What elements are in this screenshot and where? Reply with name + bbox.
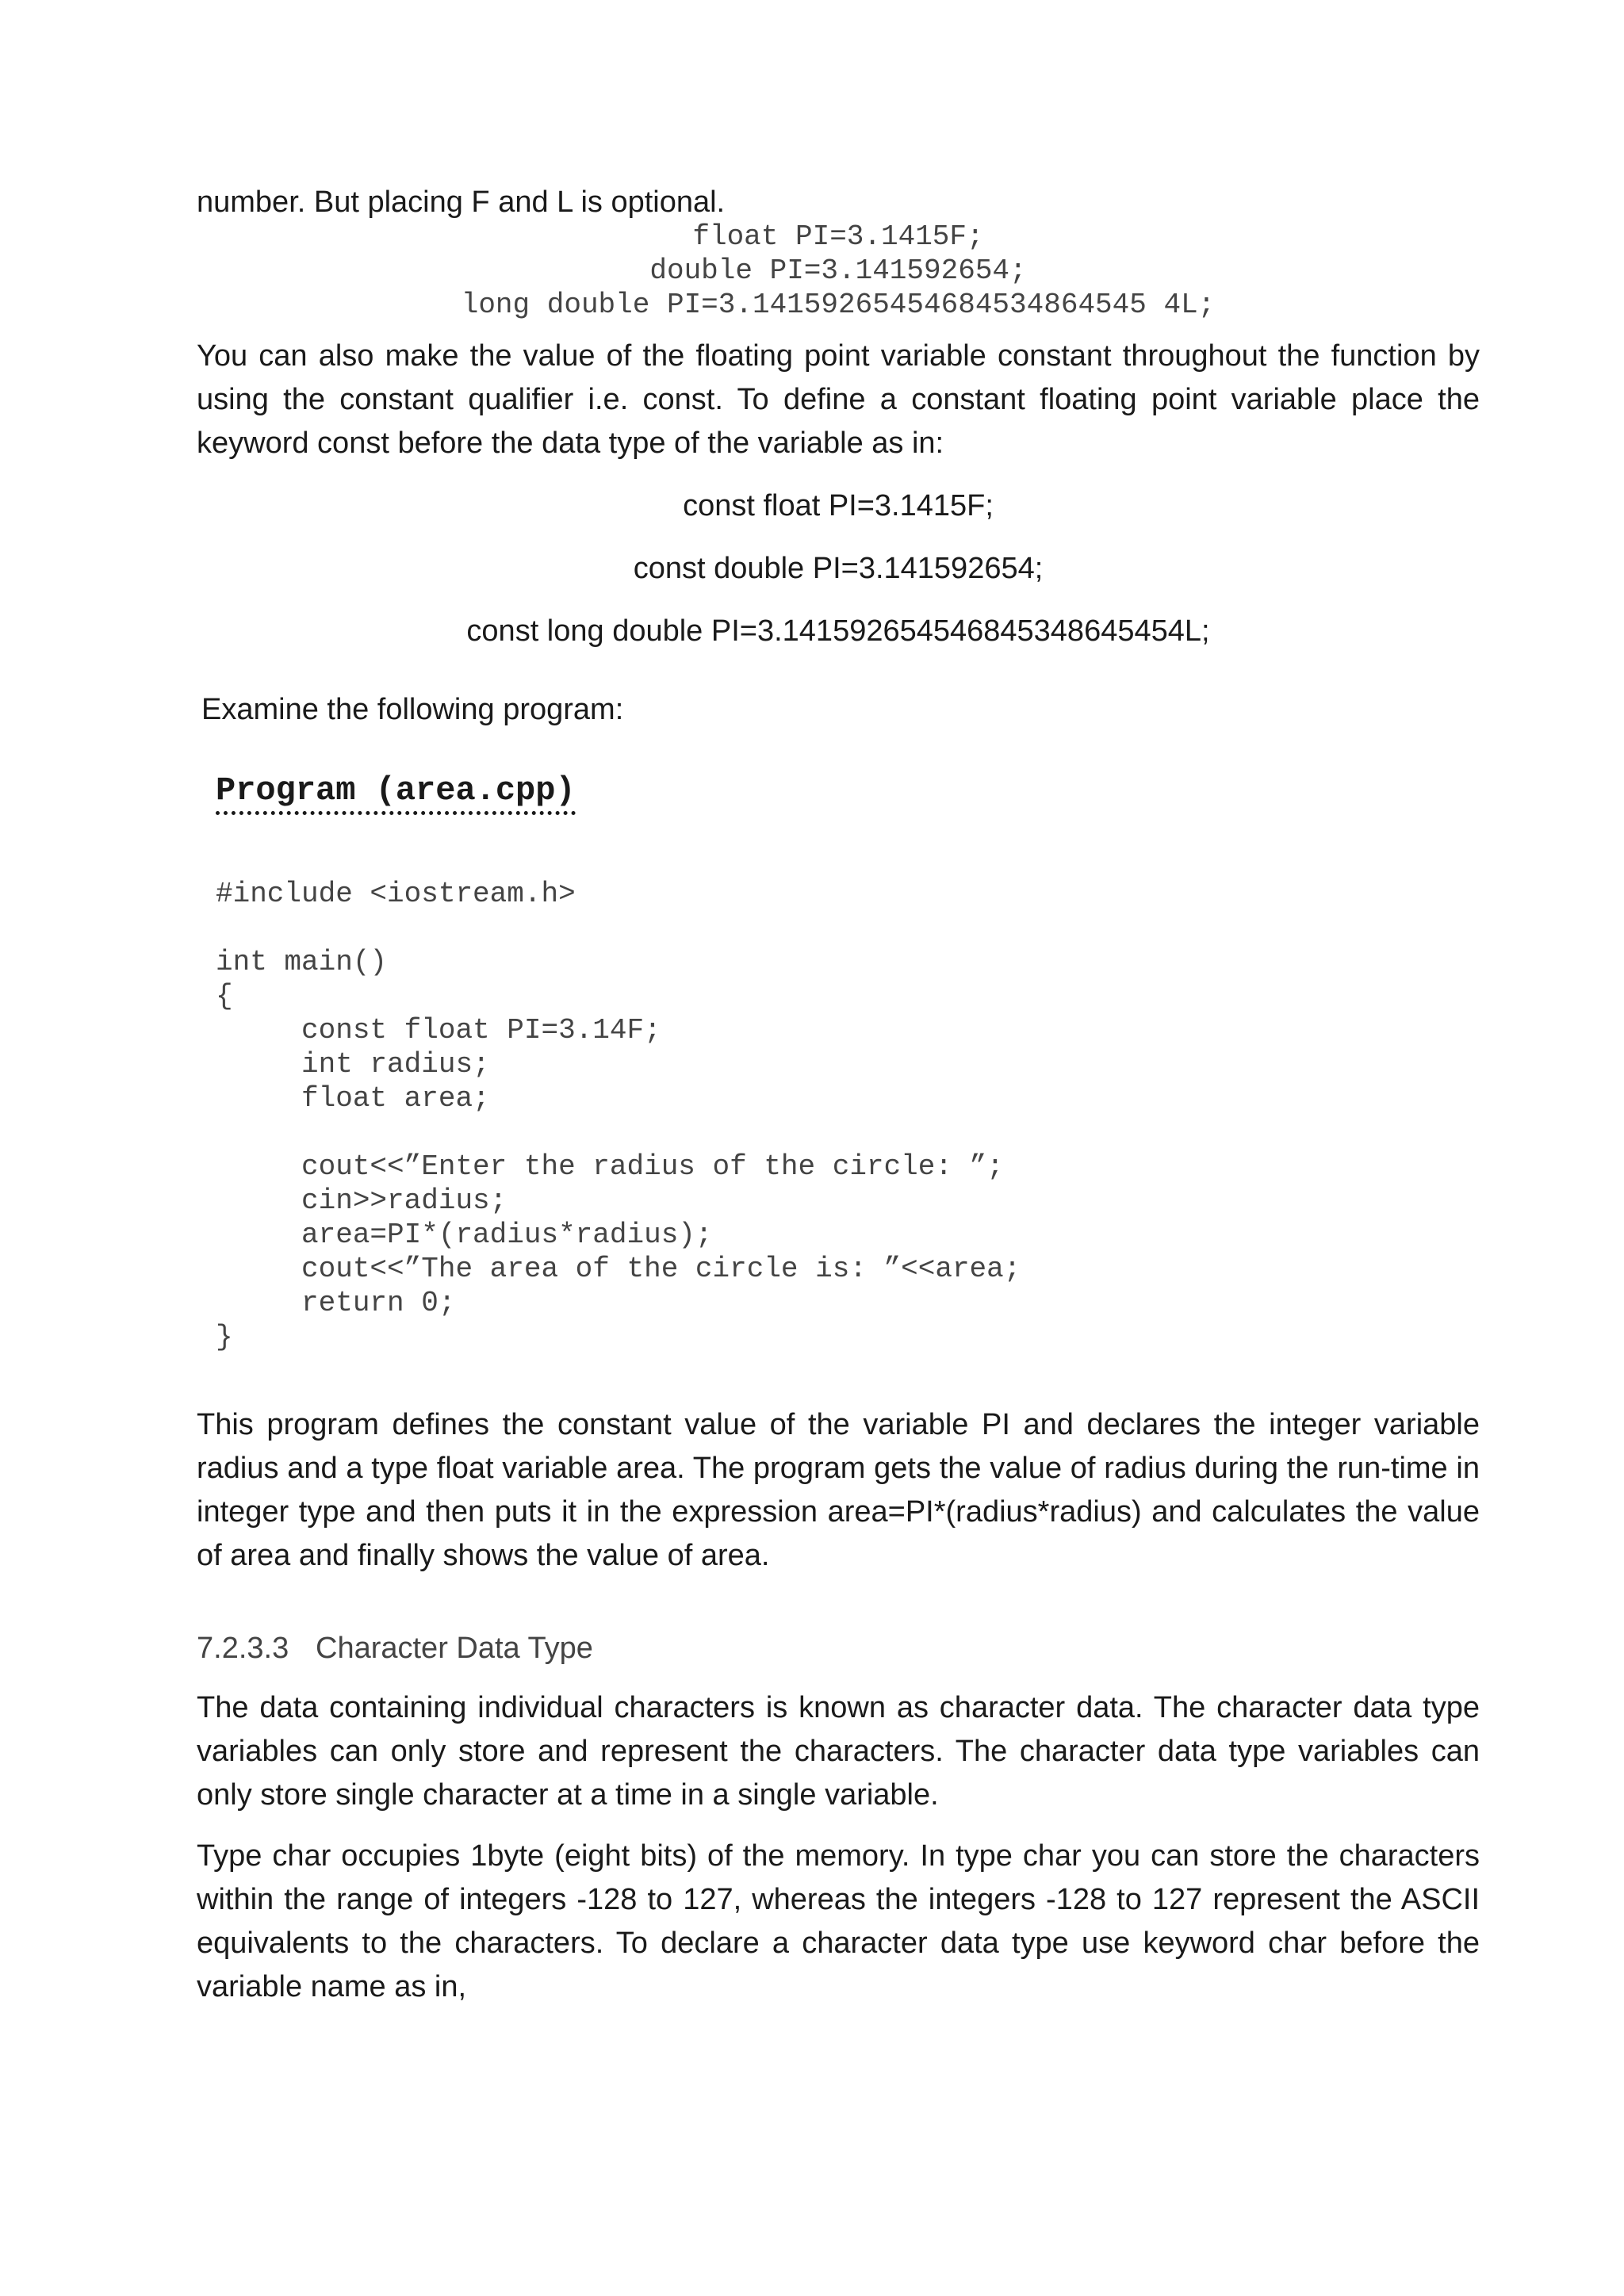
- code-line: #include <iostream.h>: [216, 878, 576, 910]
- document-page: [197, 181, 1480, 2009]
- const-double-example: const double PI=3.141592654;: [633, 552, 1044, 585]
- section-heading: [197, 1627, 1480, 1670]
- float-example: float PI=3.1415F;: [692, 220, 984, 253]
- code-line: {: [216, 980, 233, 1012]
- code-line: }: [216, 1321, 233, 1353]
- code-line: int main(): [216, 946, 388, 978]
- code-line: [216, 911, 1480, 945]
- code-line: return 0;: [216, 1287, 456, 1319]
- explanation-paragraph: This program defines the constant value of the variable PI and declares the integer variable radius and a type float variable area. The program gets the value of radius during the run-time in integer type and then puts it in the expression area=PI*(radius*radius) and calculates the value of area and finally shows the value of area.: [197, 1408, 1480, 1572]
- code-line: cout<<”Enter the radius of the circle: ”;: [216, 1150, 1004, 1183]
- section-number: 7.2.3.3: [197, 1632, 289, 1665]
- code-line: const float PI=3.14F;: [216, 1014, 661, 1047]
- section-title: Character Data Type: [316, 1632, 593, 1665]
- intro-line: number. But placing F and L is optional.: [197, 186, 726, 219]
- float-examples: [197, 220, 1480, 322]
- const-float-example: const float PI=3.1415F;: [683, 489, 994, 522]
- code-line: cout<<”The area of the circle is: ”<<area;: [216, 1253, 1021, 1285]
- const-examples: [197, 484, 1480, 653]
- long-double-example: long double PI=3.14159265454684534864545 4L;: [461, 289, 1216, 321]
- char-paragraph-2: Type char occupies 1byte (eight bits) of the memory. In type char you can store the characters within the range of integers -128 to 127, whereas the integers -128 to 127 represent the ASCII equivalents to the characters. To declare a character data type use keyword char before the variable name as in,: [197, 1839, 1480, 2003]
- code-line: [216, 1115, 1480, 1150]
- code-listing: [197, 877, 1480, 1354]
- const-paragraph: You can also make the value of the floating point variable constant throughout the function by using the constant qualifier i.e. const. To define a constant floating point variable place the keyword const before the data type of the variable as in:: [197, 339, 1480, 460]
- examine-text: Examine the following program:: [201, 693, 624, 726]
- code-line: cin>>radius;: [216, 1184, 508, 1217]
- program-title-wrap: [197, 771, 1480, 815]
- double-example: double PI=3.141592654;: [649, 254, 1027, 287]
- code-line: int radius;: [216, 1048, 490, 1081]
- program-title: Program (area.cpp): [216, 771, 576, 815]
- code-line: area=PI*(radius*radius);: [216, 1219, 713, 1251]
- char-paragraph-1: The data containing individual characters is known as character data. The character data type variables can only store and represent the characters. The character data type variables can only store single character at a time in a single variable.: [197, 1691, 1480, 1812]
- const-long-double-example: const long double PI=3.141592654546845348645454L;: [466, 614, 1210, 648]
- code-line: float area;: [216, 1082, 490, 1115]
